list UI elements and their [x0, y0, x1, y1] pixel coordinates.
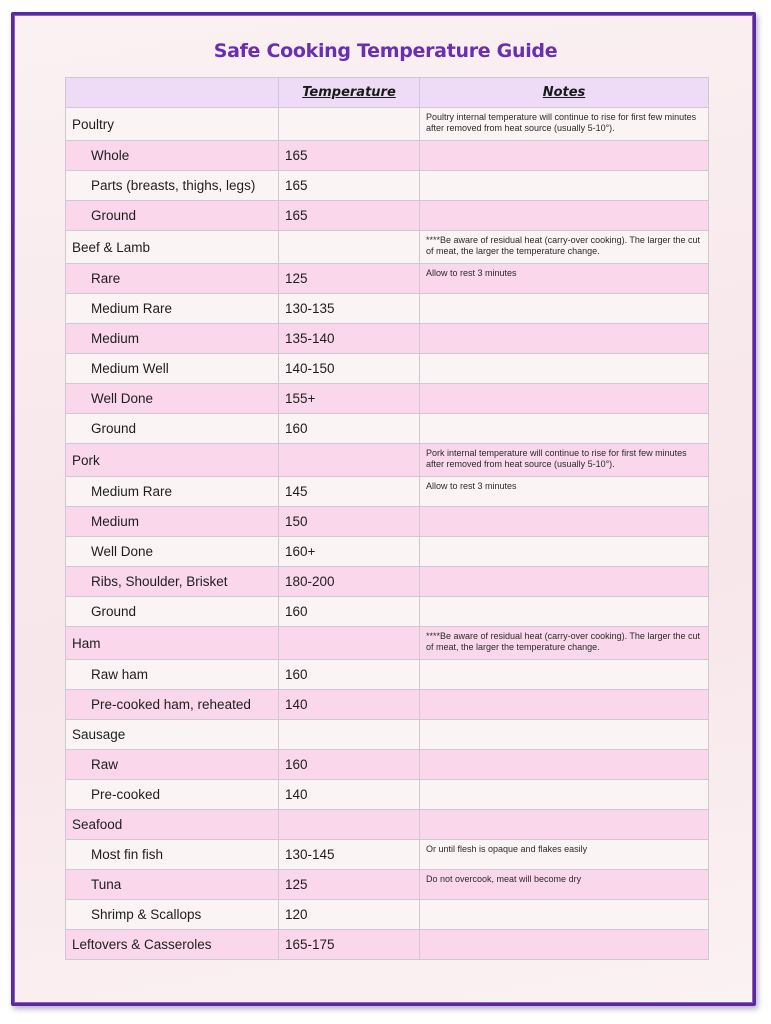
sub-item-label: Medium Rare — [66, 477, 279, 507]
table-row — [66, 780, 709, 810]
sub-item-label: Tuna — [66, 870, 279, 900]
temperature-value: 180-200 — [279, 567, 420, 597]
category-label: Beef & Lamb — [66, 231, 279, 264]
table-row — [66, 384, 709, 414]
table-row — [66, 567, 709, 597]
note-text — [420, 660, 709, 690]
temperature-value: 135-140 — [279, 324, 420, 354]
note-text: Poultry internal temperature will continue to rise for first few minutes after removed from heat source (usually 5-10°). — [420, 108, 709, 141]
note-text: Allow to rest 3 minutes — [420, 264, 709, 294]
category-label: Poultry — [66, 108, 279, 141]
table-row — [66, 930, 709, 960]
note-text — [420, 720, 709, 750]
table-header-row — [66, 78, 709, 108]
table-row — [66, 231, 709, 264]
note-text — [420, 201, 709, 231]
table-row — [66, 690, 709, 720]
temperature-value — [279, 720, 420, 750]
sub-item-label: Pre-cooked ham, reheated — [66, 690, 279, 720]
temperature-value — [279, 444, 420, 477]
note-text: Allow to rest 3 minutes — [420, 477, 709, 507]
sub-item-label: Parts (breasts, thighs, legs) — [66, 171, 279, 201]
sub-item-label: Shrimp & Scallops — [66, 900, 279, 930]
temperature-value: 165 — [279, 201, 420, 231]
temperature-value — [279, 627, 420, 660]
sub-item-label: Medium — [66, 507, 279, 537]
temperature-value — [279, 108, 420, 141]
temperature-value: 140-150 — [279, 354, 420, 384]
table-row — [66, 660, 709, 690]
temperature-value: 160 — [279, 660, 420, 690]
temperature-value: 130-145 — [279, 840, 420, 870]
table-row — [66, 870, 709, 900]
temperature-value: 160+ — [279, 537, 420, 567]
note-text — [420, 171, 709, 201]
category-label: Ham — [66, 627, 279, 660]
note-text — [420, 537, 709, 567]
temperature-value: 140 — [279, 780, 420, 810]
table-row — [66, 750, 709, 780]
note-text — [420, 597, 709, 627]
table-row — [66, 900, 709, 930]
sub-item-label: Medium Well — [66, 354, 279, 384]
temperature-value: 130-135 — [279, 294, 420, 324]
note-text: ****Be aware of residual heat (carry-over cooking). The larger the cut of meat, the larger the temperature change. — [420, 231, 709, 264]
table-row — [66, 201, 709, 231]
temperature-value: 160 — [279, 414, 420, 444]
temperature-value: 160 — [279, 597, 420, 627]
note-text: Pork internal temperature will continue to rise for first few minutes after removed from heat source (usually 5-10°). — [420, 444, 709, 477]
table-row — [66, 294, 709, 324]
temperature-value — [279, 231, 420, 264]
table-row — [66, 264, 709, 294]
note-text — [420, 810, 709, 840]
table-row — [66, 354, 709, 384]
sub-item-label: Medium — [66, 324, 279, 354]
note-text — [420, 750, 709, 780]
temperature-value: 140 — [279, 690, 420, 720]
note-text — [420, 690, 709, 720]
note-text: ****Be aware of residual heat (carry-over cooking). The larger the cut of meat, the larger the temperature change. — [420, 627, 709, 660]
sub-item-label: Well Done — [66, 384, 279, 414]
sub-item-label: Well Done — [66, 537, 279, 567]
table-row — [66, 627, 709, 660]
temperature-value: 120 — [279, 900, 420, 930]
table-row — [66, 444, 709, 477]
table-row — [66, 537, 709, 567]
note-text — [420, 384, 709, 414]
category-label: Pork — [66, 444, 279, 477]
sub-item-label: Ground — [66, 201, 279, 231]
table-body — [66, 108, 709, 960]
cooking-temperature-table — [65, 77, 709, 960]
header-notes: Notes — [420, 78, 709, 108]
header-temperature: Temperature — [279, 78, 420, 108]
sub-item-label: Pre-cooked — [66, 780, 279, 810]
note-text — [420, 324, 709, 354]
note-text: Do not overcook, meat will become dry — [420, 870, 709, 900]
category-label: Sausage — [66, 720, 279, 750]
sub-item-label: Ground — [66, 597, 279, 627]
sub-item-label: Whole — [66, 141, 279, 171]
note-text — [420, 294, 709, 324]
page-title: Safe Cooking Temperature Guide — [213, 40, 558, 62]
sub-item-label: Ground — [66, 414, 279, 444]
temperature-value: 160 — [279, 750, 420, 780]
temperature-value — [279, 810, 420, 840]
table-row — [66, 477, 709, 507]
table-row — [66, 324, 709, 354]
temperature-value: 125 — [279, 870, 420, 900]
table-row — [66, 108, 709, 141]
header-item — [66, 78, 279, 108]
temperature-value: 155+ — [279, 384, 420, 414]
note-text — [420, 900, 709, 930]
note-text: Or until flesh is opaque and flakes easily — [420, 840, 709, 870]
temperature-value: 125 — [279, 264, 420, 294]
table-row — [66, 840, 709, 870]
sub-item-label: Raw — [66, 750, 279, 780]
category-label: Leftovers & Casseroles — [66, 930, 279, 960]
note-text — [420, 354, 709, 384]
table-row — [66, 810, 709, 840]
note-text — [420, 930, 709, 960]
note-text — [420, 141, 709, 171]
table-row — [66, 414, 709, 444]
note-text — [420, 507, 709, 537]
table-row — [66, 720, 709, 750]
note-text — [420, 567, 709, 597]
note-text — [420, 780, 709, 810]
temperature-value: 165-175 — [279, 930, 420, 960]
category-label: Seafood — [66, 810, 279, 840]
temperature-value: 150 — [279, 507, 420, 537]
temperature-value: 145 — [279, 477, 420, 507]
table-row — [66, 507, 709, 537]
sub-item-label: Medium Rare — [66, 294, 279, 324]
note-text — [420, 414, 709, 444]
sub-item-label: Most fin fish — [66, 840, 279, 870]
temperature-value: 165 — [279, 171, 420, 201]
sub-item-label: Raw ham — [66, 660, 279, 690]
table-row — [66, 141, 709, 171]
table-row — [66, 597, 709, 627]
temperature-value: 165 — [279, 141, 420, 171]
sub-item-label: Ribs, Shoulder, Brisket — [66, 567, 279, 597]
sub-item-label: Rare — [66, 264, 279, 294]
table-row — [66, 171, 709, 201]
